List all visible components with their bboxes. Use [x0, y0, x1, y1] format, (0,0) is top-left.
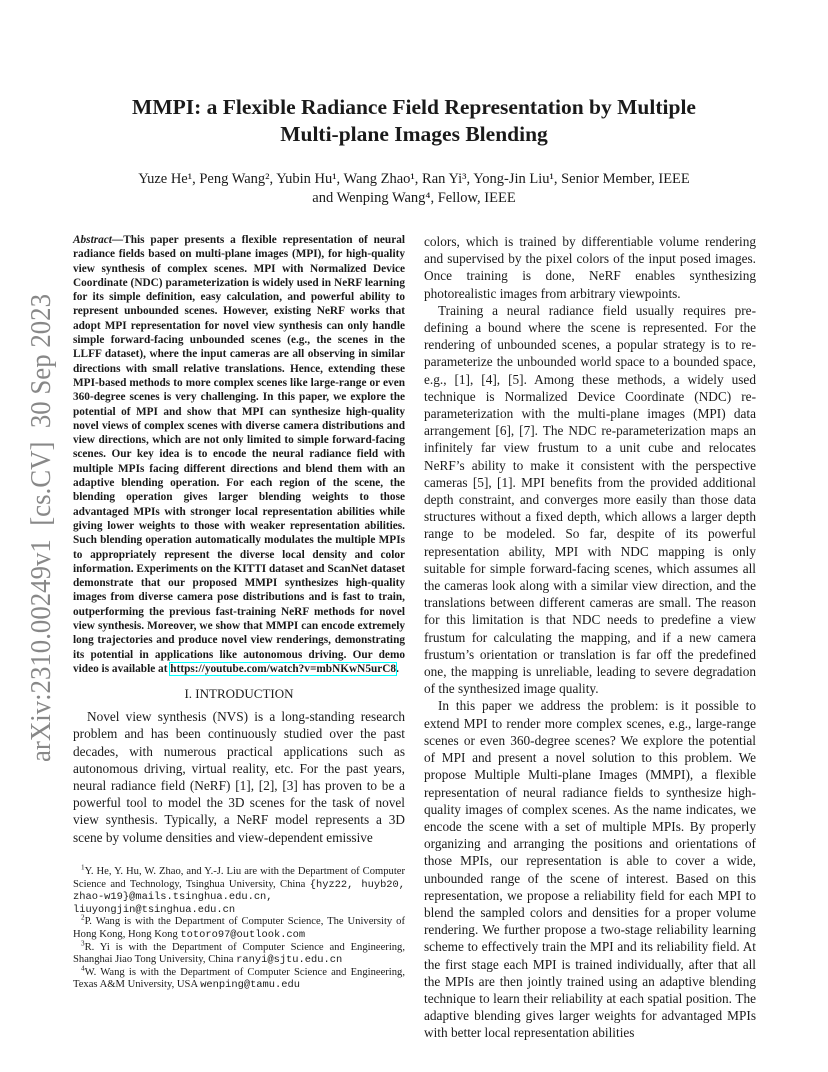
footnote-2: $^2$P. Wang is with the Department of Computer Science, The University of Hong Kong, Hong Kong totoro97@outlook.com [73, 913, 405, 941]
introduction-body [73, 708, 405, 846]
title-line-2: Multi-plane Images Blending [280, 122, 548, 146]
paragraph: Training a neural radiance field usually requires pre-defining a bound where the scene is represented. For the rendering of unbounded scenes, a popular strategy is to re-parameterize the unbounded world space to a bounded space, e.g., [1], [4], [5]. Among these methods, a widely used technique is Normalized Device Coordinate (NDC) re-parameterization with the multi-plane images (MPI) data arrangement [6], [7]. The NDC re-parameterization maps an infinitely far view frustum to a unit cube and relocates NeRF’s ability to make it consistent with the perspective cameras [5], [1]. MPI benefits from the provided additional depth constraint, and converges more easily than those data structures without a fixed depth, which allows a larger depth range to be modeled. So far, despite of its powerful representation ability, MPI with NDC mapping is only suitable for simple forward-facing scenes, which assumes all the cameras look along with a similar view direction, and the translations between different cameras are small. The reason for this limitation is that NDC needs to predefine a view frustum for calculating the mapping, and if a new camera frustum’s orientation or translation is far off the predefined one, the mapping is unreliable, leading to severe degradation of the synthesized image quality. [424, 302, 756, 697]
footnote-3: $^3$R. Yi is with the Department of Computer Science and Engineering, Shanghai Jiao Tong University, China ranyi@sjtu.edu.cn [73, 939, 405, 967]
footnote-4: $^4$W. Wang is with the Department of Computer Science and Engineering, Texas A&M University, USA wenping@tamu.edu [73, 964, 405, 992]
title-line-1: MMPI: a Flexible Radiance Field Representation by Multiple [132, 95, 696, 119]
authors-line-2: and Wenping Wang⁴, Fellow, IEEE [312, 190, 516, 206]
paragraph: colors, which is trained by differentiable volume rendering and supervised by the pixel colors of the input posed images. Once training is done, NeRF enables synthesizing photorealistic images from arbitrary viewpoints. [424, 234, 756, 301]
abstract-label: Abstract— [73, 234, 124, 246]
section-heading-introduction: I. INTRODUCTION [184, 686, 294, 702]
footnote-4-text: W. Wang is with the Department of Computer Science and Engineering, Texas A&M University, USA [73, 966, 405, 991]
arxiv-identifier [14, 292, 60, 764]
footnote-3-text: R. Yi is with the Department of Computer Science and Engineering, Shanghai Jiao Tong University, China [73, 941, 405, 966]
authors-line-1: Yuze He¹, Peng Wang², Yubin Hu¹, Wang Zhao¹, Ran Yi³, Yong-Jin Liu¹, Senior Member, IEEE [138, 171, 690, 187]
footnote-1-text: Y. He, Y. Hu, W. Zhao, and Y.-J. Liu are with the Department of Computer Science and Technology, Tsinghua University, China [73, 866, 405, 890]
paper-title [80, 94, 748, 148]
footnote-3-email: ranyi@sjtu.edu.cn [236, 954, 343, 967]
abstract: Abstract—This paper presents a flexible representation of neural radiance fields based on multi-plane images (MPI), for high-quality view synthesis of complex scenes. MPI with Normalized Device Coordinate (NDC) parameterization is widely used in NeRF learning for its simple definition, easy calculation, and powerful ability to represent unbounded scenes. However, existing NeRF works that adopt MPI representation for novel view synthesis can only handle simple forward-facing unbounded scenes (e.g., the scenes in the LLFF dataset), where the input cameras are all observing in similar directions with small relative translations. Hence, extending these MPI-based methods to more complex scenes like large-range or even 360-degree scenes is very challenging. In this paper, we explore the potential of MPI and show that MPI can synthesize high-quality novel views of complex scenes with diverse camera distributions and view directions, which are not only limited to simple forward-facing scenes. Our key idea is to encode the neural radiance field with multiple MPIs facing different directions and blend them with an adaptive blending operation. For each region of the scene, the blending operation gives larger blending weights to those advantaged MPIs with stronger local representation abilities while giving lower weights to those with weaker representation abilities. Such blending operation automatically modulates the multiple MPIs to appropriately represent the diverse local density and color information. Experiments on the KITTI dataset and ScanNet dataset demonstrate that our proposed MMPI synthesizes high-quality images from diverse camera pose distributions and is fast to train, outperforming the previous fast-training NeRF methods for novel view synthesis. Moreover, we show that MMPI can encode extremely long trajectories and produce novel view renderings, demonstrating its potential in applications like autonomous driving. Our demo video is available at https://youtube.com/watch?v=mbNKwN5urC8. [73, 234, 405, 675]
left-column [73, 233, 405, 846]
paragraph: In this paper we address the problem: is it possible to extend MPI to render more complex scenes, e.g., large-range scenes or even 360-degree scenes? We explore the potential of MPI and present a novel solution to this problem. We propose Multiple Multi-plane Images (MMPI), a flexible representation of neural radiance fields to synthesize high-quality images of complex scenes. As the name indicates, we encode the scene with a set of multiple MPIs. By properly organizing and arranging the positions and orientations of those MPIs, our representation is able to cover a wide, unbounded range of the scene of interest. Based on this representation, we propose a reliability field for each MPI to blend the sampled colors and densities for a proper volume rendering. We further propose a two-stage reliability learning scheme to effectively train the MPI and its reliability field. At the first stage each MPI is trained individually, after that all the MPIs are then jointly trained using an adaptive blending technique to learn their reliability at each spatial position. The adaptive blending gives larger weights for advantaged MPIs with better local representation abilities [424, 698, 756, 1041]
author-list [80, 170, 748, 208]
introduction-body-continued [424, 233, 756, 1042]
affiliation-footnotes [73, 863, 406, 992]
footnote-1-email: {hyz22, huyb20, zhao-w19}@mails.tsinghua.edu.cn, liuyongjin@tsinghua.edu.cn [73, 878, 406, 916]
abstract-text: This paper presents a flexible representation of neural radiance fields based on multi-plane images (MPI), for high-quality view synthesis of complex scenes. MPI with Normalized Device Coordinate (NDC) parameterization is widely used in NeRF learning for its simple definition, easy calculation, and powerful ability to represent unbounded scenes. However, existing NeRF works that adopt MPI representation for novel view synthesis can only handle simple forward-facing unbounded scenes (e.g., the scenes in the LLFF dataset), where the input cameras are all observing in similar directions with small relative translations. Hence, extending these MPI-based methods to more complex scenes like large-range or even 360-degree scenes is very challenging. In this paper, we explore the potential of MPI and show that MPI can synthesize high-quality novel views of complex scenes with diverse camera distributions and view directions, which are not only limited to simple forward-facing scenes. Our key idea is to encode the neural radiance field with multiple MPIs facing different directions and blend them with an adaptive blending operation. For each region of the scene, the blending operation gives larger blending weights to those advantaged MPIs with stronger local representation abilities while giving lower weights to those with weaker representation abilities. Such blending operation automatically modulates the multiple MPIs to appropriately represent the diverse local density and color information. Experiments on the KITTI dataset and ScanNet dataset demonstrate that our proposed MMPI synthesizes high-quality images from diverse camera pose distributions and is fast to train, outperforming the previous fast-training NeRF methods for novel view synthesis. Moreover, we show that MMPI can encode extremely long trajectories and produce novel view renderings, demonstrating its potential in applications like autonomous driving. Our demo video is available at [73, 234, 405, 675]
footnote-2-email: totoro97@outlook.com [180, 928, 306, 941]
paragraph: Novel view synthesis (NVS) is a long-standing research problem and has been continuously studied over the past decades, with numerous practical applications such as autonomous driving, virtual reality, etc. For the past years, neural radiance field (NeRF) [1], [2], [3] has proven to be a powerful tool to model the 3D scenes for the task of novel view synthesis. Typically, a NeRF model represents a 3D scene by volume densities and view-dependent emissive [73, 709, 405, 845]
footnote-2-text: P. Wang is with the Department of Computer Science, The University of Hong Kong, Hong Kong [73, 916, 405, 940]
footnote-1: $^1$Y. He, Y. Hu, W. Zhao, and Y.-J. Liu are with the Department of Computer Science and Technology, Tsinghua University, China {hyz22, huyb20, zhao-w19}@mails.tsinghua.edu.cn, liuyongjin@tsinghua.edu.cn [73, 863, 406, 916]
arxiv-identifier-text: arXiv:2310.00249v1 [cs.CV] 30 Sep 2023 [26, 292, 57, 762]
right-column [424, 233, 756, 1042]
footnote-4-email: wenping@tamu.edu [200, 979, 300, 992]
demo-video-link[interactable]: https://youtube.com/watch?v=mbNKwN5urC8 [170, 662, 397, 675]
